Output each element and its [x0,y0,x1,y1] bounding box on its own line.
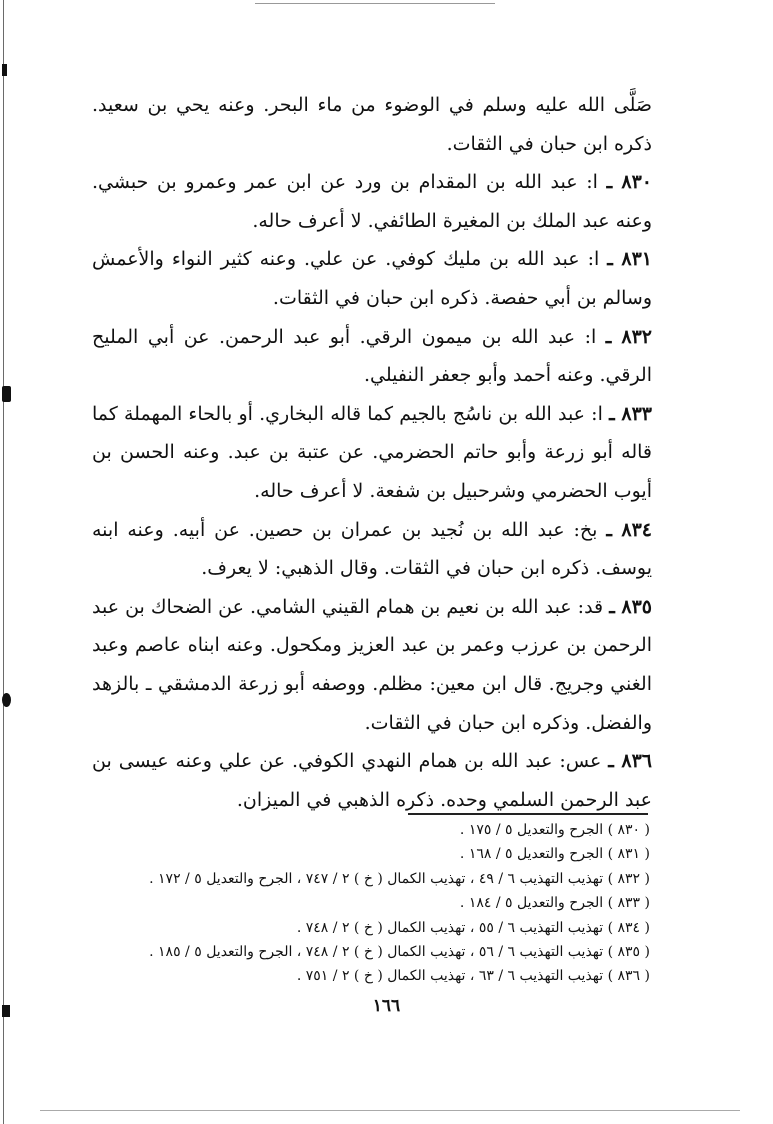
footnote: ( ٨٣٦ ) تهذيب التهذيب ٦ / ٦٣ ، تهذيب الكمال ( خ ) ٢ / ٧٥١ . [296,968,650,985]
footnote: ( ٨٣٠ ) الجرح والتعديل ٥ / ١٧٥ . [459,822,650,838]
footnote: ( ٨٣٢ ) تهذيب التهذيب ٦ / ٤٩ ، تهذيب الكمال ( خ ) ٢ / ٧٤٧ ، الجرح والتعديل ٥ / ١٧٢ . [149,870,650,887]
entry-text: ا: عبد الله بن ناسُج بالجيم كما قاله البخاري. أو بالحاء المهملة كما قاله أبو زرعة وأبو حاتم الحضرمي. عن عتبة بن عبد. وعنه الحسن بن أيوب الحضرمي وشرحبيل بن شفعة. لا أعرف حاله. [92,402,652,502]
page-number: ١٦٦ [372,996,401,1016]
footnote: ( ٨٣٣ ) الجرح والتعديل ٥ / ١٨٤ . [459,895,650,912]
scan-edge-top [255,3,495,4]
footnote: ( ٨٣١ ) الجرح والتعديل ٥ / ١٦٨ . [459,846,650,863]
scan-mark [2,386,11,402]
entry-number: ٨٣٤ ـ [606,518,652,541]
footnote: ( ٨٣٥ ) تهذيب التهذيب ٦ / ٥٦ ، تهذيب الكمال ( خ ) ٢ / ٧٤٨ ، الجرح والتعديل ٥ / ١٨٥ . [149,944,650,961]
entry-text: قد: عبد الله بن نعيم بن همام القيني الشامي. عن الضحاك بن عبد الرحمن بن عرزب وعمر بن عبد العزيز ومكحول. وعنه ابناه عاصم وعبد الغني وجريج. قال ابن معين: مظلم. ووصفه أبو زرعة الدمشقي ـ بالزهد والفضل. وذكره ابن حبان في الثقات. [92,595,652,734]
scan-mark [2,64,7,76]
entry-835 [92,588,652,742]
entry-number: ٨٣٦ ـ [608,750,652,773]
scan-mark [2,693,11,707]
entry-number: ٨٣١ ـ [607,248,652,271]
entry-number: ٨٣٢ ـ [605,325,652,348]
entry-text: ا: عبد الله بن المقدام بن ورد عن ابن عمر وعمرو بن حبشي. وعنه عبد الملك بن المغيرة الطائفي. لا أعرف حاله. [92,171,652,232]
entry-833 [92,395,652,511]
main-text [92,86,652,819]
entry-836 [92,742,652,819]
entry-830 [92,163,652,240]
scan-edge-left [3,0,4,1124]
entry-text: بخ: عبد الله بن نُجيد بن عمران بن حصين. عن أبيه. وعنه ابنه يوسف. ذكره ابن حبان في الثقات. وقال الذهبي: لا يعرف. [92,518,652,580]
entry-text: عس: عبد الله بن همام النهدي الكوفي. عن علي وعنه عيسى بن عبد الرحمن السلمي وحده. ذكره الذهبي في الميزان. [92,750,652,811]
opening-paragraph: صَلَّى الله عليه وسلم في الوضوء من ماء البحر. وعنه يحي بن سعيد. ذكره ابن حبان في الثقات. [92,94,652,155]
entry-number: ٨٣٥ ـ [609,595,652,618]
footnote-separator [408,813,648,815]
entry-832 [92,318,652,395]
entry-number: ٨٣٠ ـ [606,171,652,194]
footnote: ( ٨٣٤ ) تهذيب التهذيب ٦ / ٥٥ ، تهذيب الكمال ( خ ) ٢ / ٧٤٨ . [296,919,650,936]
entry-834 [92,511,652,588]
entry-number: ٨٣٣ ـ [609,402,653,425]
entry-text: ا: عبد الله بن مليك كوفي. عن علي. وعنه كثير النواء والأعمش وسالم بن أبي حفصة. ذكره ابن حبان في الثقات. [92,248,652,309]
entry-text: ا: عبد الله بن ميمون الرقي. أبو عبد الرحمن. عن أبي المليح الرقي. وعنه أحمد وأبو جعفر النفيلي. [92,325,652,387]
footnotes [100,818,650,989]
scan-edge-bottom [40,1110,740,1111]
entry-831 [92,240,652,317]
